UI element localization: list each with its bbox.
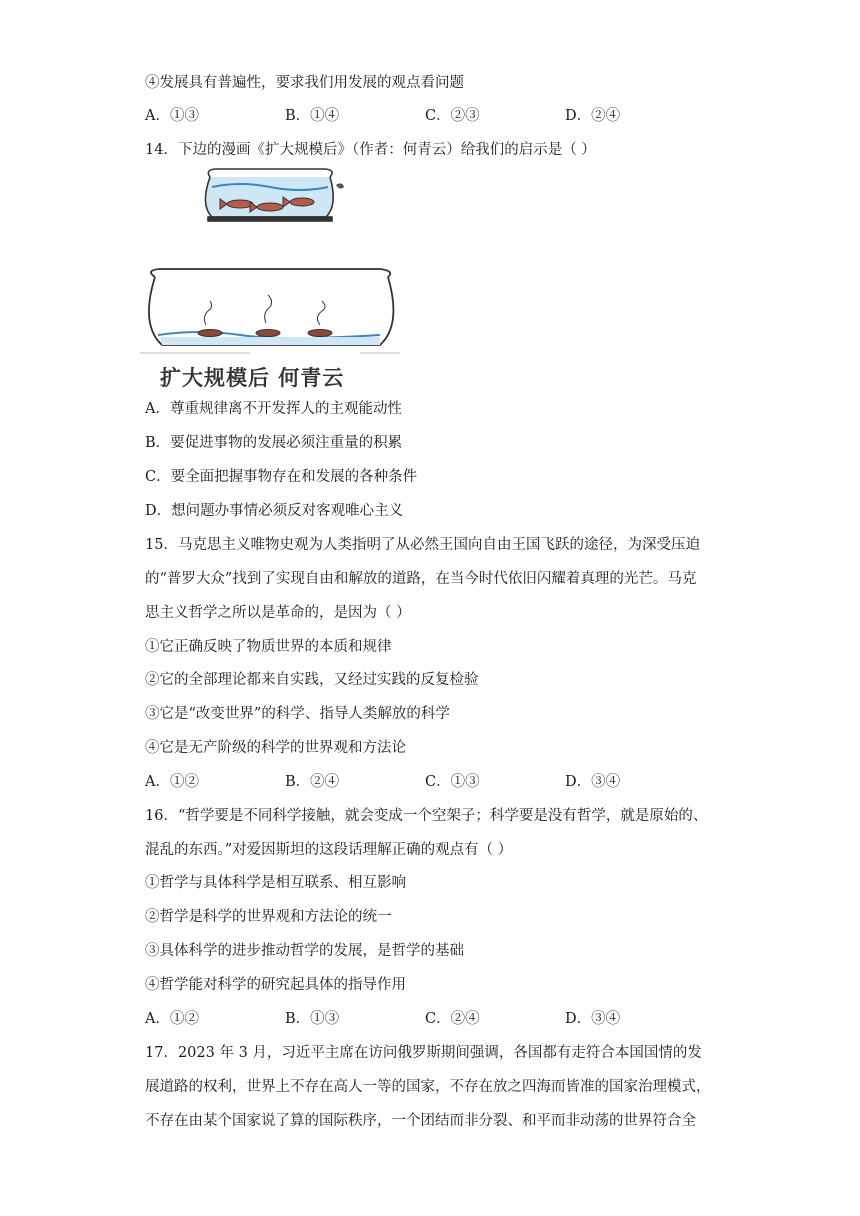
q15-item-4: ④它是无产阶级的科学的世界观和方法论 bbox=[145, 740, 406, 756]
q16-item-1: ①哲学与具体科学是相互联系、相互影响 bbox=[145, 875, 406, 891]
q16-stem-line-2: 混乱的东西。”对爱因斯坦的这段话理解正确的观点有（ ） bbox=[145, 842, 513, 858]
q14-option-d: D．想问题办事情必须反对客观唯心主义 bbox=[145, 503, 404, 519]
cartoon-fish-tank-image bbox=[140, 165, 410, 395]
q15-options bbox=[145, 772, 705, 792]
q16-item-4: ④哲学能对科学的研究起具体的指导作用 bbox=[145, 977, 406, 993]
droplet-icon bbox=[336, 183, 344, 188]
q16-options bbox=[145, 1009, 705, 1029]
small-fish-tank bbox=[205, 169, 333, 221]
q16-item-2: ②哲学是科学的世界观和方法论的统一 bbox=[145, 909, 392, 925]
q14-option-a: A．尊重规律离不开发挥人的主观能动性 bbox=[145, 401, 402, 417]
q13-options bbox=[145, 106, 705, 126]
q17-stem-line-1: 17．2023 年 3 月，习近平主席在访问俄罗斯期间强调，各国都有走符合本国国情的发 bbox=[145, 1045, 702, 1061]
q15-stem-line-1: 15．马克思主义唯物史观为人类指明了从必然王国向自由王国飞跃的途径，为深受压迫 bbox=[145, 537, 700, 553]
q15-stem-line-2: 的“普罗大众”找到了实现自由和解放的道路，在当今时代依旧闪耀着真理的光芒。马克 bbox=[145, 571, 697, 587]
q15-item-3: ③它是“改变世界”的科学、指导人类解放的科学 bbox=[145, 706, 450, 722]
q13-option-a: A．①③ bbox=[145, 108, 199, 124]
dying-fish-group bbox=[198, 295, 332, 337]
q15-stem-line-3: 思主义哲学之所以是革命的，是因为（ ） bbox=[145, 605, 411, 621]
q13-option-b: B．①④ bbox=[285, 108, 340, 124]
q14-stem: 14．下边的漫画《扩大规模后》（作者：何青云）给我们的启示是（ ） bbox=[145, 142, 596, 158]
q13-item-4: ④发展具有普遍性，要求我们用发展的观点看问题 bbox=[145, 75, 464, 91]
q15-option-b: B．②④ bbox=[285, 774, 340, 790]
q15-item-1: ①它正确反映了物质世界的本质和规律 bbox=[145, 639, 392, 655]
q16-stem-line-1: 16．“哲学要是不同科学接触，就会变成一个空架子；科学要是没有哲学，就是原始的、 bbox=[145, 808, 708, 824]
q14-option-b: B．要促进事物的发展必须注重量的积累 bbox=[145, 435, 403, 451]
q15-option-c: C．①③ bbox=[425, 774, 480, 790]
q14-option-c: C．要全面把握事物存在和发展的各种条件 bbox=[145, 469, 418, 485]
q17-stem-line-2: 展道路的权利，世界上不存在高人一等的国家，不存在放之四海而皆准的国家治理模式， bbox=[145, 1079, 711, 1095]
q13-option-d: D．②④ bbox=[565, 108, 621, 124]
q15-item-2: ②它的全部理论都来自实践，又经过实践的反复检验 bbox=[145, 672, 479, 688]
q15-option-d: D．③④ bbox=[565, 774, 621, 790]
q16-item-3: ③具体科学的进步推动哲学的发展，是哲学的基础 bbox=[145, 943, 464, 959]
q15-option-a: A．①② bbox=[145, 774, 199, 790]
cartoon-caption: 扩大规模后 何青云 bbox=[160, 366, 345, 390]
q16-option-d: D．③④ bbox=[565, 1011, 621, 1027]
q16-option-a: A．①② bbox=[145, 1011, 199, 1027]
q13-option-c: C．②③ bbox=[425, 108, 480, 124]
q17-stem-line-3: 不存在由某个国家说了算的国际秩序，一个团结而非分裂、和平而非动荡的世界符合全 bbox=[145, 1113, 696, 1129]
q16-option-b: B．①③ bbox=[285, 1011, 340, 1027]
q16-option-c: C．②④ bbox=[425, 1011, 480, 1027]
